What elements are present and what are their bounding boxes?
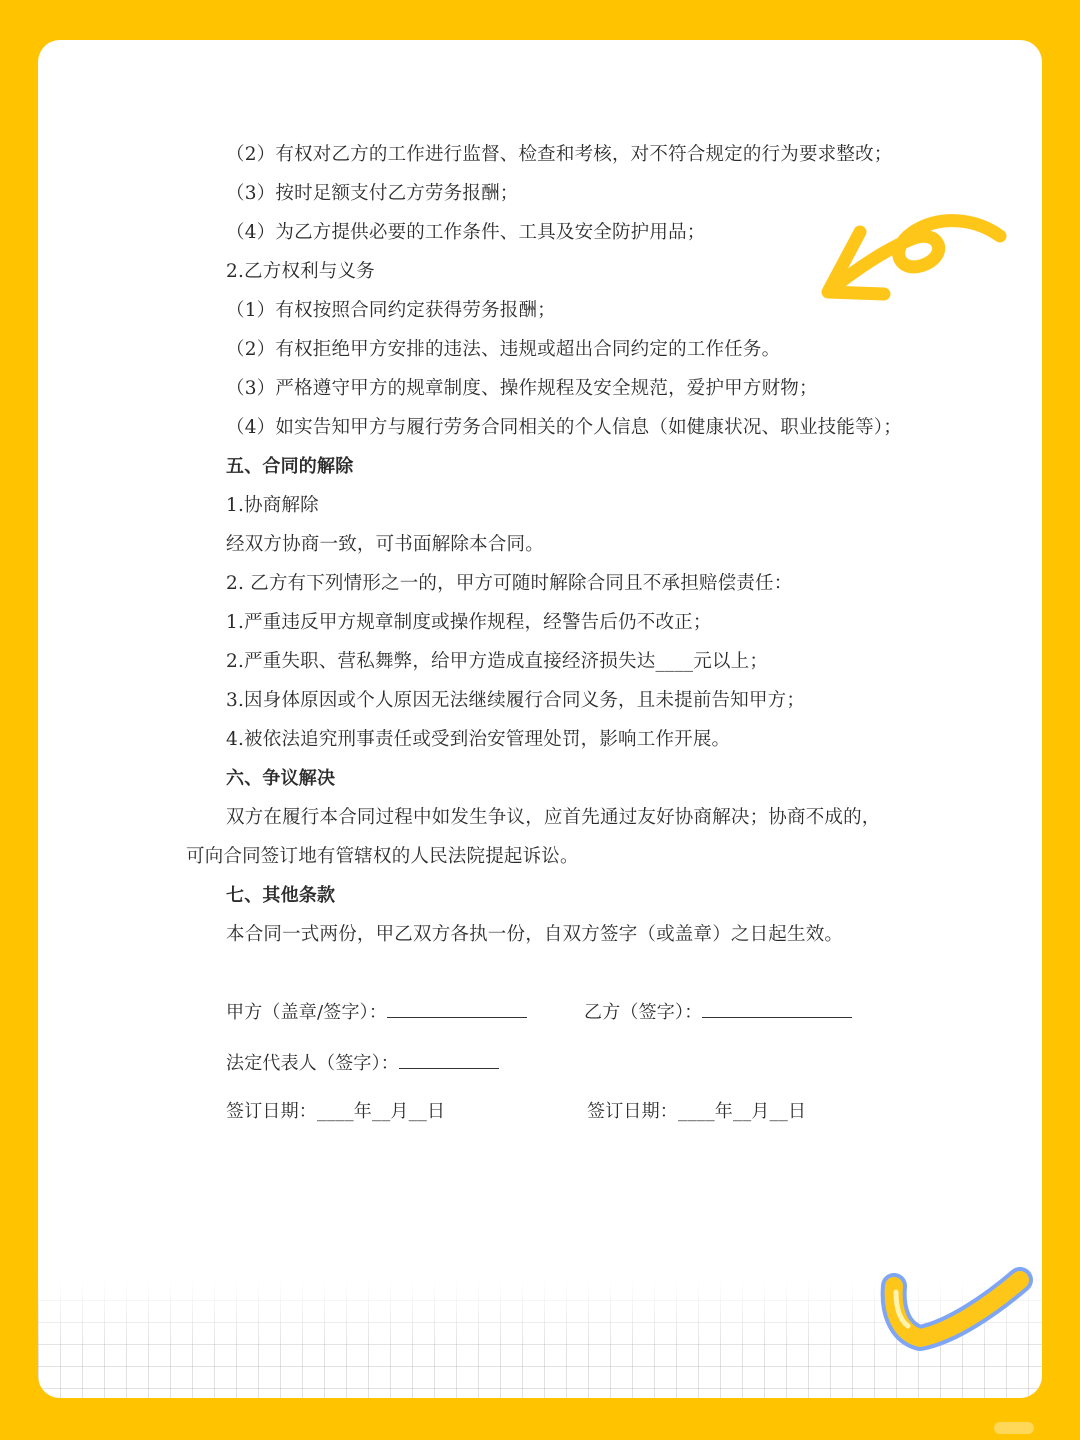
date-format-a: ____年__月__日 <box>317 1101 446 1122</box>
checkmark-icon <box>872 1258 1038 1362</box>
text-line: （2）有权对乙方的工作进行监督、检查和考核，对不符合规定的行为要求整改； <box>226 144 893 165</box>
date-label-a: 签订日期： <box>226 1101 317 1122</box>
text-line: 4.被依法追究刑事责任或受到治安管理处罚，影响工作开展。 <box>226 729 731 750</box>
text-line: （4）如实告知甲方与履行劳务合同相关的个人信息（如健康状况、职业技能等）； <box>226 417 902 438</box>
date-format-b: ____年__月__日 <box>678 1101 807 1122</box>
party-a-signature <box>226 997 527 1025</box>
arrow-doodle-icon <box>818 208 1018 318</box>
text-line: 2.严重失职、营私舞弊，给甲方造成直接经济损失达____元以上； <box>226 651 769 672</box>
party-a-blank[interactable] <box>387 997 527 1018</box>
text-line: 3.因身体原因或个人原因无法继续履行合同义务，且未提前告知甲方； <box>226 690 806 711</box>
text-line: 经双方协商一致，可书面解除本合同。 <box>226 534 544 555</box>
party-b-label: 乙方（签字）： <box>584 1002 703 1023</box>
subheading-line: 2.乙方权利与义务 <box>226 261 375 282</box>
date-label-b: 签订日期： <box>587 1101 678 1122</box>
watermark-mark <box>994 1422 1034 1434</box>
legal-rep-signature <box>226 1048 499 1076</box>
section-heading: 五、合同的解除 <box>226 456 354 477</box>
text-line: 1.严重违反甲方规章制度或操作规程，经警告后仍不改正； <box>226 612 712 633</box>
text-line: 本合同一式两份，甲乙双方各执一份，自双方签字（或盖章）之日起生效。 <box>226 924 844 945</box>
legal-rep-blank[interactable] <box>399 1048 499 1069</box>
subheading-line: 1.协商解除 <box>226 495 319 516</box>
text-line: （4）为乙方提供必要的工作条件、工具及安全防护用品； <box>226 222 706 243</box>
party-b-signature <box>584 997 852 1025</box>
text-line: 双方在履行本合同过程中如发生争议，应首先通过友好协商解决；协商不成的， <box>226 807 881 828</box>
section-heading: 七、其他条款 <box>226 885 336 906</box>
text-line: （2）有权拒绝甲方安排的违法、违规或超出合同约定的工作任务。 <box>226 339 781 360</box>
legal-rep-label: 法定代表人（签字）： <box>226 1053 399 1074</box>
party-a-label: 甲方（盖章/签字）： <box>226 1002 388 1023</box>
text-line: （1）有权按照合同约定获得劳务报酬； <box>226 300 556 321</box>
party-b-blank[interactable] <box>702 997 852 1018</box>
signing-date-b <box>587 1100 806 1124</box>
text-line: 2. 乙方有下列情形之一的，甲方可随时解除合同且不承担赔偿责任： <box>226 573 793 594</box>
text-line: （3）按时足额支付乙方劳务报酬； <box>226 183 519 204</box>
signing-date-a <box>226 1100 445 1124</box>
section-heading: 六、争议解决 <box>226 768 336 789</box>
text-line: （3）严格遵守甲方的规章制度、操作规程及安全规范，爱护甲方财物； <box>226 378 818 399</box>
text-line: 可向合同签订地有管辖权的人民法院提起诉讼。 <box>186 846 579 867</box>
